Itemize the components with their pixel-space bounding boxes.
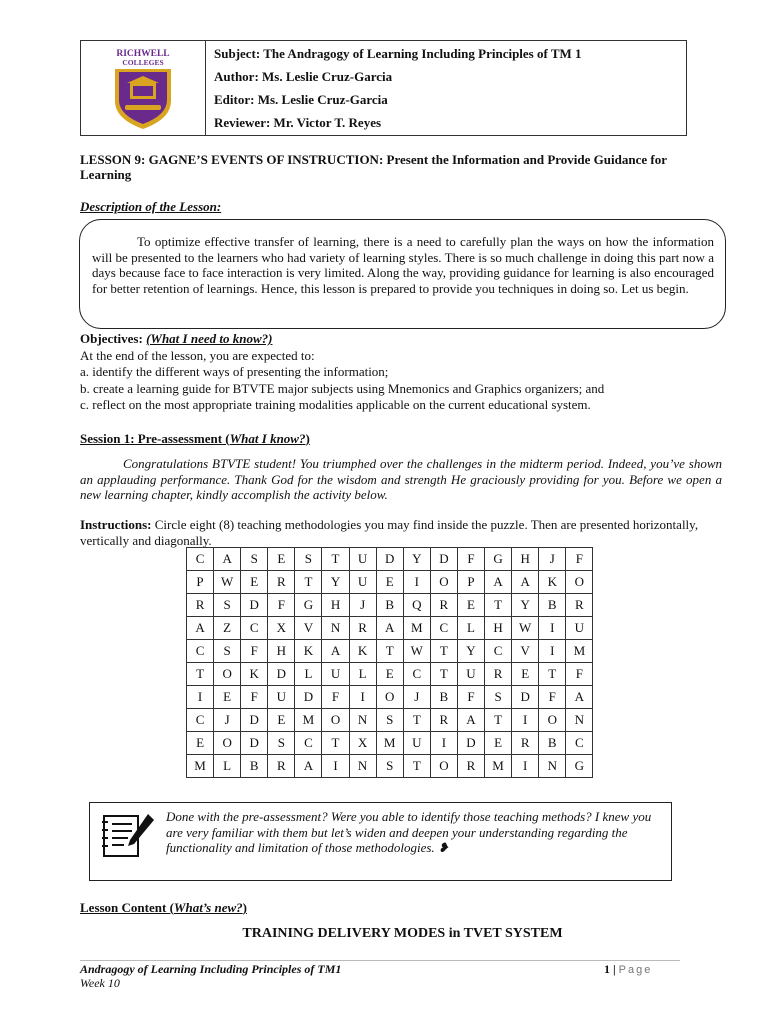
header-table [80,40,687,136]
puzzle-cell[interactable]: W [512,617,539,640]
puzzle-cell[interactable]: E [241,571,268,594]
puzzle-cell[interactable]: F [241,686,268,709]
puzzle-cell[interactable]: T [430,640,457,663]
puzzle-cell[interactable]: A [322,640,349,663]
puzzle-cell[interactable]: N [322,617,349,640]
puzzle-cell[interactable]: R [349,617,376,640]
puzzle-cell[interactable]: E [187,732,214,755]
lesson-title: LESSON 9: GAGNE’S EVENTS OF INSTRUCTION: Present the Information and Provide Guidance for Learning [80,152,667,182]
puzzle-cell[interactable]: J [214,709,241,732]
puzzle-cell[interactable]: N [566,709,593,732]
puzzle-cell[interactable]: N [349,709,376,732]
puzzle-cell[interactable]: Y [512,594,539,617]
puzzle-cell[interactable]: R [268,571,295,594]
puzzle-cell[interactable]: F [539,686,566,709]
puzzle-cell[interactable]: E [485,732,512,755]
footer-left [80,962,341,990]
subject-line: Subject: The Andragogy of Learning Including Principles of TM 1 [214,46,582,61]
puzzle-cell[interactable]: I [322,755,349,778]
puzzle-cell[interactable]: A [457,709,484,732]
puzzle-cell[interactable]: K [539,571,566,594]
puzzle-cell[interactable]: S [241,548,268,571]
puzzle-cell[interactable]: G [566,755,593,778]
puzzle-row [187,663,593,686]
puzzle-cell[interactable]: B [376,594,403,617]
puzzle-row [187,755,593,778]
puzzle-cell[interactable]: S [376,709,403,732]
objective-item-c: c. reflect on the most appropriate training modalities applicable on the current educational system. [80,397,591,412]
puzzle-cell[interactable]: T [430,663,457,686]
puzzle-row [187,732,593,755]
puzzle-cell[interactable]: R [485,663,512,686]
objective-item-b: b. create a learning guide for BTVTE major subjects using Mnemonics and Graphics organizers; and [80,380,605,396]
puzzle-cell[interactable]: D [430,548,457,571]
puzzle-cell[interactable]: A [187,617,214,640]
puzzle-cell[interactable]: B [539,732,566,755]
puzzle-cell[interactable]: D [268,663,295,686]
logo-line2: COLLEGES [122,58,164,67]
puzzle-cell[interactable]: S [214,640,241,663]
puzzle-cell[interactable]: E [268,709,295,732]
puzzle-cell[interactable]: M [485,755,512,778]
puzzle-cell[interactable]: T [322,732,349,755]
puzzle-cell[interactable]: C [295,732,322,755]
puzzle-cell[interactable]: B [241,755,268,778]
puzzle-cell[interactable]: D [241,594,268,617]
puzzle-cell[interactable]: C [566,732,593,755]
puzzle-cell[interactable]: F [566,663,593,686]
puzzle-cell[interactable]: R [430,709,457,732]
puzzle-cell[interactable]: A [376,617,403,640]
puzzle-cell[interactable]: A [566,686,593,709]
notepad-pencil-icon [90,803,166,880]
puzzle-cell[interactable]: X [349,732,376,755]
puzzle-cell[interactable]: J [349,594,376,617]
puzzle-cell[interactable]: F [566,548,593,571]
puzzle-cell[interactable]: T [539,663,566,686]
heart-icon: ❥ [437,840,449,855]
richwell-colleges-logo [105,45,181,131]
note-text: Done with the pre-assessment? Were you able to identify those teaching methods? I knew you are very familiar with them but let’s widen and deepen your understanding regarding the functionality and limitation of those methodologies. ❥ [166,809,652,855]
objectives-intro: At the end of the lesson, you are expected to: [80,347,315,363]
puzzle-cell[interactable]: E [214,686,241,709]
puzzle-cell[interactable]: R [430,594,457,617]
puzzle-cell[interactable]: I [512,755,539,778]
description-text: To optimize effective transfer of learning, there is a need to carefully plan the ways on how the information will be presented to the learners who had variety of learning styles. There is so much challenge in doing this part now a days because face to face interaction is very limited. Along the way, providing guidance for learning is also encouraged for better retention of learnings. Hence, this lesson is prepared to provide you techniques in doing so. Let us begin. [92,234,714,296]
puzzle-cell[interactable]: T [187,663,214,686]
author-line: Author: Ms. Leslie Cruz-Garcia [214,69,393,84]
puzzle-cell[interactable]: F [322,686,349,709]
puzzle-cell[interactable]: O [214,663,241,686]
puzzle-cell[interactable]: D [457,732,484,755]
puzzle-cell[interactable]: E [268,548,295,571]
puzzle-cell[interactable]: V [512,640,539,663]
description-heading: Description of the Lesson: [80,199,222,214]
objectives-section [80,331,730,414]
puzzle-cell[interactable]: N [349,755,376,778]
puzzle-row [187,640,593,663]
puzzle-cell[interactable]: K [295,640,322,663]
puzzle-cell[interactable]: F [241,640,268,663]
puzzle-cell[interactable]: O [322,709,349,732]
puzzle-cell[interactable]: H [322,594,349,617]
puzzle-cell[interactable]: J [539,548,566,571]
puzzle-cell[interactable]: E [512,663,539,686]
puzzle-cell[interactable]: V [295,617,322,640]
puzzle-cell[interactable]: O [430,755,457,778]
instructions-label: Instructions: [80,517,152,532]
instructions [80,517,750,548]
puzzle-row [187,548,593,571]
puzzle-cell[interactable]: O [566,571,593,594]
puzzle-cell[interactable]: A [295,755,322,778]
puzzle-cell[interactable]: R [566,594,593,617]
puzzle-cell[interactable]: L [295,663,322,686]
puzzle-cell[interactable]: T [403,755,430,778]
puzzle-cell[interactable]: R [187,594,214,617]
puzzle-cell[interactable]: U [349,571,376,594]
puzzle-cell[interactable]: Y [403,548,430,571]
section-title: TRAINING DELIVERY MODES in TVET SYSTEM [242,926,563,941]
puzzle-cell[interactable]: E [376,571,403,594]
puzzle-cell[interactable]: M [187,755,214,778]
reflection-note-box [89,802,672,881]
puzzle-cell[interactable]: S [485,686,512,709]
puzzle-cell[interactable]: E [376,663,403,686]
puzzle-cell[interactable]: C [187,548,214,571]
puzzle-cell[interactable]: L [457,617,484,640]
puzzle-cell[interactable]: H [485,617,512,640]
puzzle-cell[interactable]: A [485,571,512,594]
page-number: 1 | Page [604,962,653,976]
puzzle-cell[interactable]: O [539,709,566,732]
puzzle-cell[interactable]: C [241,617,268,640]
objective-item-a: a. identify the different ways of presenting the information; [80,364,389,379]
puzzle-cell[interactable]: R [268,755,295,778]
puzzle-row [187,594,593,617]
puzzle-cell[interactable]: O [214,732,241,755]
puzzle-cell[interactable]: N [539,755,566,778]
puzzle-cell[interactable]: I [187,686,214,709]
puzzle-cell[interactable]: O [430,571,457,594]
puzzle-cell[interactable]: F [457,686,484,709]
lesson-content-heading: Lesson Content (What’s new?) [80,900,247,915]
puzzle-cell[interactable]: W [403,640,430,663]
puzzle-cell[interactable]: H [512,548,539,571]
puzzle-cell[interactable]: T [295,571,322,594]
session-heading: Session 1: Pre-assessment (What I know?) [80,431,310,446]
puzzle-cell[interactable]: O [376,686,403,709]
puzzle-cell[interactable]: K [349,640,376,663]
puzzle-row [187,686,593,709]
puzzle-cell[interactable]: C [187,640,214,663]
puzzle-cell[interactable]: M [295,709,322,732]
puzzle-cell[interactable]: P [187,571,214,594]
objectives-heading [80,331,730,348]
puzzle-cell[interactable]: Y [457,640,484,663]
puzzle-cell[interactable]: A [214,548,241,571]
puzzle-cell[interactable]: S [214,594,241,617]
puzzle-cell[interactable]: S [295,548,322,571]
puzzle-cell[interactable]: T [403,709,430,732]
logo-line1: RICHWELL [116,49,170,59]
puzzle-cell[interactable]: K [241,663,268,686]
footer-divider [80,960,680,961]
puzzle-cell[interactable]: M [376,732,403,755]
objectives-heading-sub: (What I need to know?) [146,331,273,346]
puzzle-cell[interactable]: R [457,755,484,778]
puzzle-cell[interactable]: D [241,709,268,732]
puzzle-cell[interactable]: G [295,594,322,617]
puzzle-cell[interactable]: U [268,686,295,709]
puzzle-cell[interactable]: M [566,640,593,663]
puzzle-cell[interactable]: M [403,617,430,640]
puzzle-row [187,571,593,594]
puzzle-row [187,709,593,732]
puzzle-cell[interactable]: C [430,617,457,640]
puzzle-cell[interactable]: G [485,548,512,571]
puzzle-cell[interactable]: H [268,640,295,663]
puzzle-cell[interactable]: B [539,594,566,617]
puzzle-cell[interactable]: T [376,640,403,663]
puzzle-cell[interactable]: R [512,732,539,755]
description-box [79,219,726,329]
puzzle-cell[interactable]: X [268,617,295,640]
puzzle-cell[interactable]: D [241,732,268,755]
footer-week: Week 10 [80,976,120,990]
editor-line: Editor: Ms. Leslie Cruz-Garcia [214,92,388,107]
puzzle-cell[interactable]: C [403,663,430,686]
puzzle-cell[interactable]: U [322,663,349,686]
logo-cell [81,41,206,135]
puzzle-cell[interactable]: F [268,594,295,617]
puzzle-cell[interactable]: Y [322,571,349,594]
puzzle-cell[interactable]: I [349,686,376,709]
puzzle-cell[interactable]: J [403,686,430,709]
puzzle-cell[interactable]: C [187,709,214,732]
puzzle-cell[interactable]: I [430,732,457,755]
puzzle-cell[interactable]: U [349,548,376,571]
puzzle-cell[interactable]: S [376,755,403,778]
puzzle-cell[interactable]: L [349,663,376,686]
puzzle-cell[interactable]: I [512,709,539,732]
puzzle-cell[interactable]: L [214,755,241,778]
puzzle-cell[interactable]: I [539,640,566,663]
puzzle-cell[interactable]: I [403,571,430,594]
puzzle-cell[interactable]: P [457,571,484,594]
footer-course-title: Andragogy of Learning Including Principles of TM1 [80,962,342,976]
reviewer-line: Reviewer: Mr. Victor T. Reyes [214,115,382,130]
puzzle-cell[interactable]: U [457,663,484,686]
puzzle-cell[interactable]: I [539,617,566,640]
puzzle-row [187,617,593,640]
puzzle-cell[interactable]: B [430,686,457,709]
document-info [206,41,686,135]
congratulations-text: Congratulations BTVTE student! You triumphed over the challenges in the midterm period. Indeed, you’ve shown an applauding performance. Thank God for the wisdom and strength He graciously providing for you. Before we open a new learning chapter, kindly accomplish the activity below. [80,456,722,502]
puzzle-cell[interactable]: U [566,617,593,640]
word-search-puzzle [186,547,593,778]
puzzle-cell[interactable]: C [485,640,512,663]
puzzle-cell[interactable]: F [457,548,484,571]
puzzle-cell[interactable]: T [322,548,349,571]
puzzle-cell[interactable]: D [295,686,322,709]
puzzle-cell[interactable]: T [485,709,512,732]
puzzle-cell[interactable]: W [214,571,241,594]
puzzle-cell[interactable]: Q [403,594,430,617]
instructions-text: Circle eight (8) teaching methodologies you may find inside the puzzle. Then are presented horizontally, vertically and diagonally. [80,517,699,548]
puzzle-cell[interactable]: D [376,548,403,571]
puzzle-cell[interactable]: E [457,594,484,617]
puzzle-cell[interactable]: A [512,571,539,594]
objectives-heading-label: Objectives: [80,331,147,346]
puzzle-cell[interactable]: T [485,594,512,617]
puzzle-cell[interactable]: Z [214,617,241,640]
puzzle-cell[interactable]: D [512,686,539,709]
puzzle-cell[interactable]: S [268,732,295,755]
puzzle-cell[interactable]: U [403,732,430,755]
